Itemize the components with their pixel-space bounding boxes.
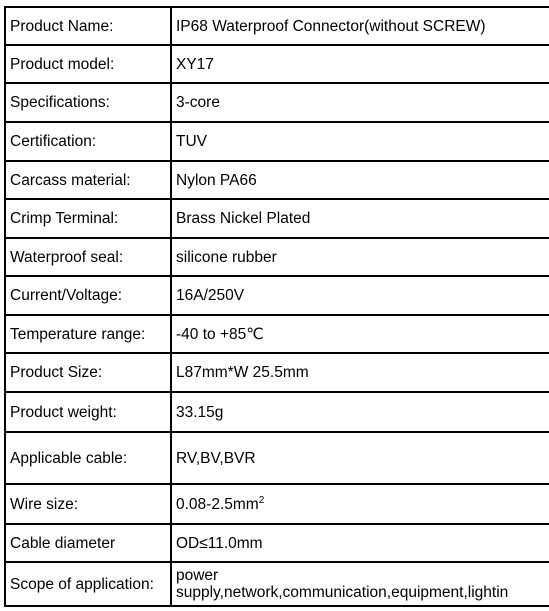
row-value: Brass Nickel Plated [171,199,549,238]
row-value: IP68 Waterproof Connector(without SCREW) [171,7,549,45]
scope-value-line-1: power [176,567,219,584]
row-label: Carcass material: [5,161,171,199]
row-value: -40 to +85℃ [171,315,549,353]
row-value: Nylon PA66 [171,161,549,199]
row-label: Product Name: [5,7,171,45]
row-label: Product weight: [5,392,171,432]
row-label: Wire size: [5,484,171,524]
row-value: 3-core [171,83,549,122]
row-value: 33.15g [171,392,549,432]
scope-value-line-2: supply,network,communication,equipment,lightin [176,584,509,601]
table-row [5,238,549,276]
table-row [5,353,549,392]
row-value: RV,BV,BVR [171,432,549,484]
row-value [171,484,549,524]
row-label: Crimp Terminal: [5,199,171,238]
row-value: TUV [171,122,549,161]
spec-table [4,6,549,607]
row-label: Product model: [5,45,171,83]
superscript-exponent: 2 [258,494,265,506]
row-label: Specifications: [5,83,171,122]
wire-size-value: 0.08-2.5mm [176,495,259,513]
table-row [5,161,549,199]
row-value [171,562,549,606]
row-label: Certification: [5,122,171,161]
table-row [5,432,549,484]
table-row [5,83,549,122]
table-row [5,392,549,432]
row-value: XY17 [171,45,549,83]
row-label: Cable diameter [5,524,171,562]
row-label: Temperature range: [5,315,171,353]
table-row [5,199,549,238]
table-row [5,122,549,161]
table-row [5,484,549,524]
row-label: Applicable cable: [5,432,171,484]
table-row [5,7,549,45]
row-value: silicone rubber [171,238,549,276]
row-label: Waterproof seal: [5,238,171,276]
table-row [5,315,549,353]
row-value: 16A/250V [171,276,549,315]
table-row [5,524,549,562]
row-value: L87mm*W 25.5mm [171,353,549,392]
row-label: Scope of application: [5,562,171,606]
table-row [5,45,549,83]
table-row [5,276,549,315]
row-value: OD≤11.0mm [171,524,549,562]
table-row [5,562,549,606]
row-label: Product Size: [5,353,171,392]
row-label: Current/Voltage: [5,276,171,315]
